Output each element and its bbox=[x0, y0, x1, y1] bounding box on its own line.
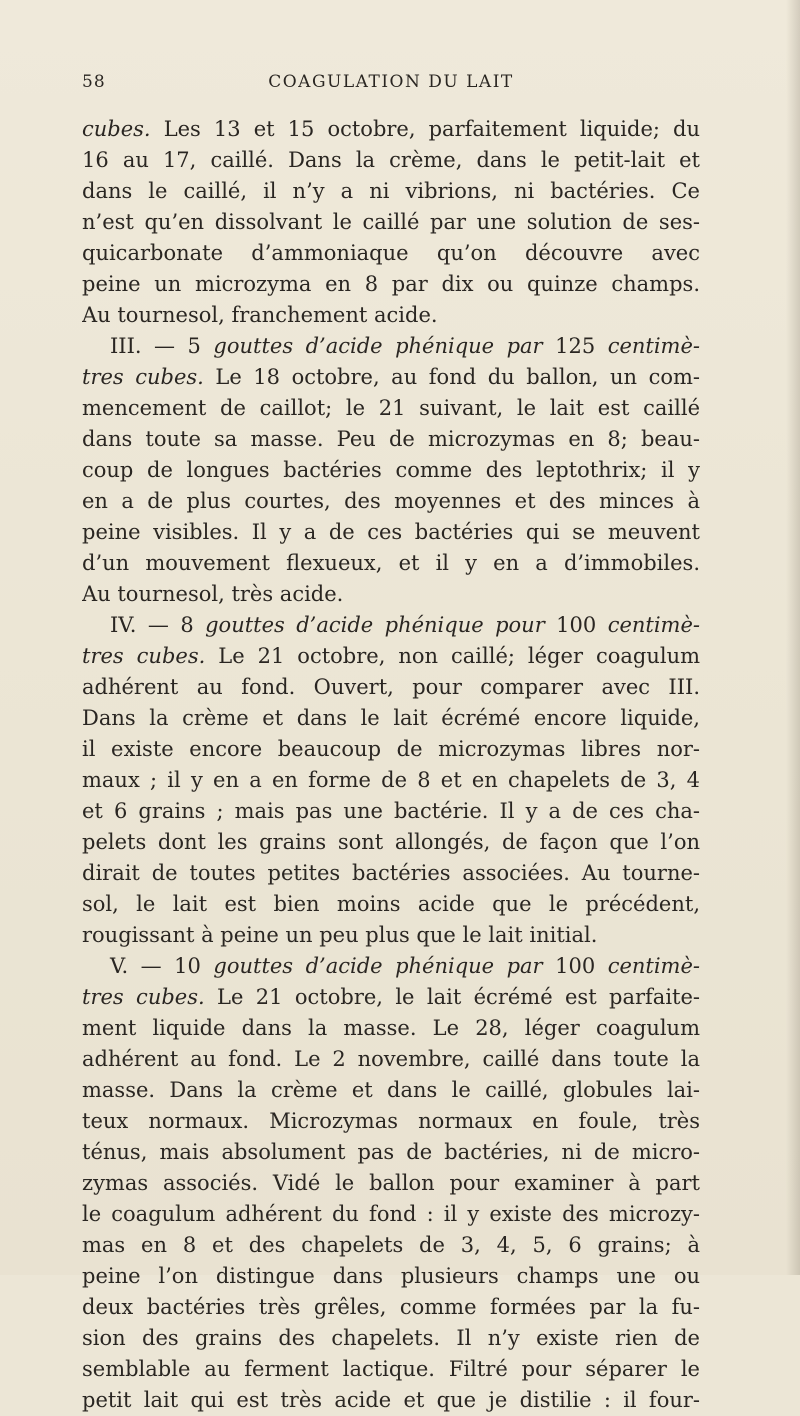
text-line bbox=[82, 1199, 700, 1230]
text-segment: peine l’on distingue dans plusieurs champs une ou bbox=[82, 1264, 700, 1288]
italic-segment: cubes. bbox=[82, 117, 151, 141]
text-segment: adhérent au fond. Ouvert, pour comparer avec III. bbox=[82, 675, 700, 699]
text-line bbox=[82, 1323, 700, 1354]
text-line bbox=[82, 641, 700, 672]
italic-segment: tres cubes. bbox=[82, 365, 204, 389]
text-line bbox=[82, 951, 700, 982]
text-segment: Dans la crème et dans le lait écrémé encore liquide, bbox=[82, 706, 700, 730]
text-segment: quicarbonate d’ammoniaque qu’on découvre avec bbox=[82, 241, 700, 265]
italic-segment: centimè- bbox=[607, 334, 700, 358]
italic-segment: tres cubes. bbox=[82, 644, 206, 668]
text-line bbox=[82, 889, 700, 920]
text-line bbox=[82, 1230, 700, 1261]
text-segment: ténus, mais absolument pas de bactéries, ni de micro- bbox=[82, 1140, 700, 1164]
text-segment: 16 au 17, caillé. Dans la crème, dans le petit-lait et bbox=[82, 148, 700, 172]
italic-segment: gouttes d’acide phénique par bbox=[213, 334, 543, 358]
text-line bbox=[82, 765, 700, 796]
text-segment: Le 21 octobre, le lait écrémé est parfaite- bbox=[204, 985, 700, 1009]
italic-segment: gouttes d’acide phénique par bbox=[213, 954, 543, 978]
italic-segment: tres cubes. bbox=[82, 985, 205, 1009]
text-segment: semblable au ferment lactique. Filtré pour séparer le bbox=[82, 1357, 700, 1381]
text-line bbox=[82, 331, 700, 362]
text-line bbox=[82, 734, 700, 765]
text-line bbox=[82, 1261, 700, 1292]
text-line bbox=[82, 362, 700, 393]
text-line bbox=[82, 176, 700, 207]
text-segment: Le 18 octobre, au fond du ballon, un com- bbox=[203, 365, 700, 389]
page-edge-shadow bbox=[786, 0, 800, 1275]
italic-segment: centimè- bbox=[607, 954, 700, 978]
text-line bbox=[82, 1137, 700, 1168]
text-line bbox=[82, 548, 700, 579]
text-segment: dans toute sa masse. Peu de microzymas en 8; beau- bbox=[82, 427, 700, 451]
text-segment: Le 21 octobre, non caillé; léger coagulum bbox=[205, 644, 700, 668]
text-segment: peine visibles. Il y a de ces bactéries qui se meuvent bbox=[82, 520, 700, 544]
text-line bbox=[82, 920, 700, 951]
text-segment: ment liquide dans la masse. Le 28, léger coagulum bbox=[82, 1016, 700, 1040]
text-line bbox=[82, 114, 700, 145]
text-segment: V. — 10 bbox=[110, 954, 214, 978]
text-line bbox=[82, 1292, 700, 1323]
text-segment: petit lait qui est très acide et que je distilie : il four- bbox=[82, 1388, 700, 1412]
text-segment: pelets dont les grains sont allongés, de façon que l’on bbox=[82, 830, 700, 854]
text-line bbox=[82, 517, 700, 548]
italic-segment: centimè- bbox=[607, 613, 700, 637]
text-segment: sion des grains des chapelets. Il n’y existe rien de bbox=[82, 1326, 700, 1350]
text-segment: IV. — 8 bbox=[110, 613, 206, 637]
text-segment: 100 bbox=[544, 613, 608, 637]
text-segment: d’un mouvement flexueux, et il y en a d’immobiles. bbox=[82, 551, 700, 575]
text-segment: peine un microzyma en 8 par dix ou quinze champs. bbox=[82, 272, 700, 296]
text-line bbox=[82, 145, 700, 176]
text-line bbox=[82, 393, 700, 424]
text-line bbox=[82, 238, 700, 269]
body-text bbox=[82, 114, 700, 1416]
text-line bbox=[82, 424, 700, 455]
text-line bbox=[82, 455, 700, 486]
text-segment: le coagulum adhérent du fond : il y existe des microzy- bbox=[82, 1202, 700, 1226]
page-header bbox=[82, 72, 700, 102]
text-line bbox=[82, 1354, 700, 1385]
text-segment: il existe encore beaucoup de microzymas libres nor- bbox=[82, 737, 700, 761]
text-segment: et 6 grains ; mais pas une bactérie. Il y a de ces cha- bbox=[82, 799, 700, 823]
text-segment: rougissant à peine un peu plus que le lait initial. bbox=[82, 923, 598, 947]
text-segment: maux ; il y en a en forme de 8 et en chapelets de 3, 4 bbox=[82, 768, 700, 792]
text-line bbox=[82, 858, 700, 889]
text-line bbox=[82, 579, 700, 610]
text-line bbox=[82, 1075, 700, 1106]
text-segment: 100 bbox=[542, 954, 608, 978]
text-segment: zymas associés. Vidé le ballon pour examiner à part bbox=[82, 1171, 700, 1195]
page-number: 58 bbox=[82, 72, 106, 92]
text-line bbox=[82, 1106, 700, 1137]
text-line bbox=[82, 703, 700, 734]
text-segment: dirait de toutes petites bactéries associées. Au tourne- bbox=[82, 861, 700, 885]
italic-segment: gouttes d’acide phénique pour bbox=[205, 613, 545, 637]
text-segment: coup de longues bactéries comme des leptothrix; il y bbox=[82, 458, 700, 482]
text-segment: adhérent au fond. Le 2 novembre, caillé dans toute la bbox=[82, 1047, 700, 1071]
text-line bbox=[82, 300, 700, 331]
text-segment: masse. Dans la crème et dans le caillé, globules lai- bbox=[82, 1078, 700, 1102]
text-segment: Au tournesol, très acide. bbox=[82, 582, 344, 606]
text-segment: Les 13 et 15 octobre, parfaitement liquide; du bbox=[150, 117, 700, 141]
text-line bbox=[82, 672, 700, 703]
running-title: COAGULATION DU LAIT bbox=[268, 72, 514, 92]
text-segment: mencement de caillot; le 21 suivant, le lait est caillé bbox=[82, 396, 700, 420]
text-segment: Au tournesol, franchement acide. bbox=[82, 303, 438, 327]
text-line bbox=[82, 1013, 700, 1044]
text-segment: III. — 5 bbox=[110, 334, 214, 358]
text-segment: 125 bbox=[542, 334, 608, 358]
text-segment: deux bactéries très grêles, comme formées par la fu- bbox=[82, 1295, 700, 1319]
text-line bbox=[82, 1044, 700, 1075]
text-segment: en a de plus courtes, des moyennes et des minces à bbox=[82, 489, 700, 513]
text-segment: mas en 8 et des chapelets de 3, 4, 5, 6 grains; à bbox=[82, 1233, 700, 1257]
text-line bbox=[82, 610, 700, 641]
text-segment: teux normaux. Microzymas normaux en foule, très bbox=[82, 1109, 700, 1133]
text-line bbox=[82, 486, 700, 517]
text-line bbox=[82, 269, 700, 300]
text-line bbox=[82, 1168, 700, 1199]
text-line bbox=[82, 796, 700, 827]
text-segment: n’est qu’en dissolvant le caillé par une solution de ses- bbox=[82, 210, 700, 234]
text-line bbox=[82, 827, 700, 858]
text-segment: dans le caillé, il n’y a ni vibrions, ni bactéries. Ce bbox=[82, 179, 700, 203]
text-line bbox=[82, 207, 700, 238]
text-segment: sol, le lait est bien moins acide que le précédent, bbox=[82, 892, 700, 916]
text-line bbox=[82, 982, 700, 1013]
text-line bbox=[82, 1385, 700, 1416]
